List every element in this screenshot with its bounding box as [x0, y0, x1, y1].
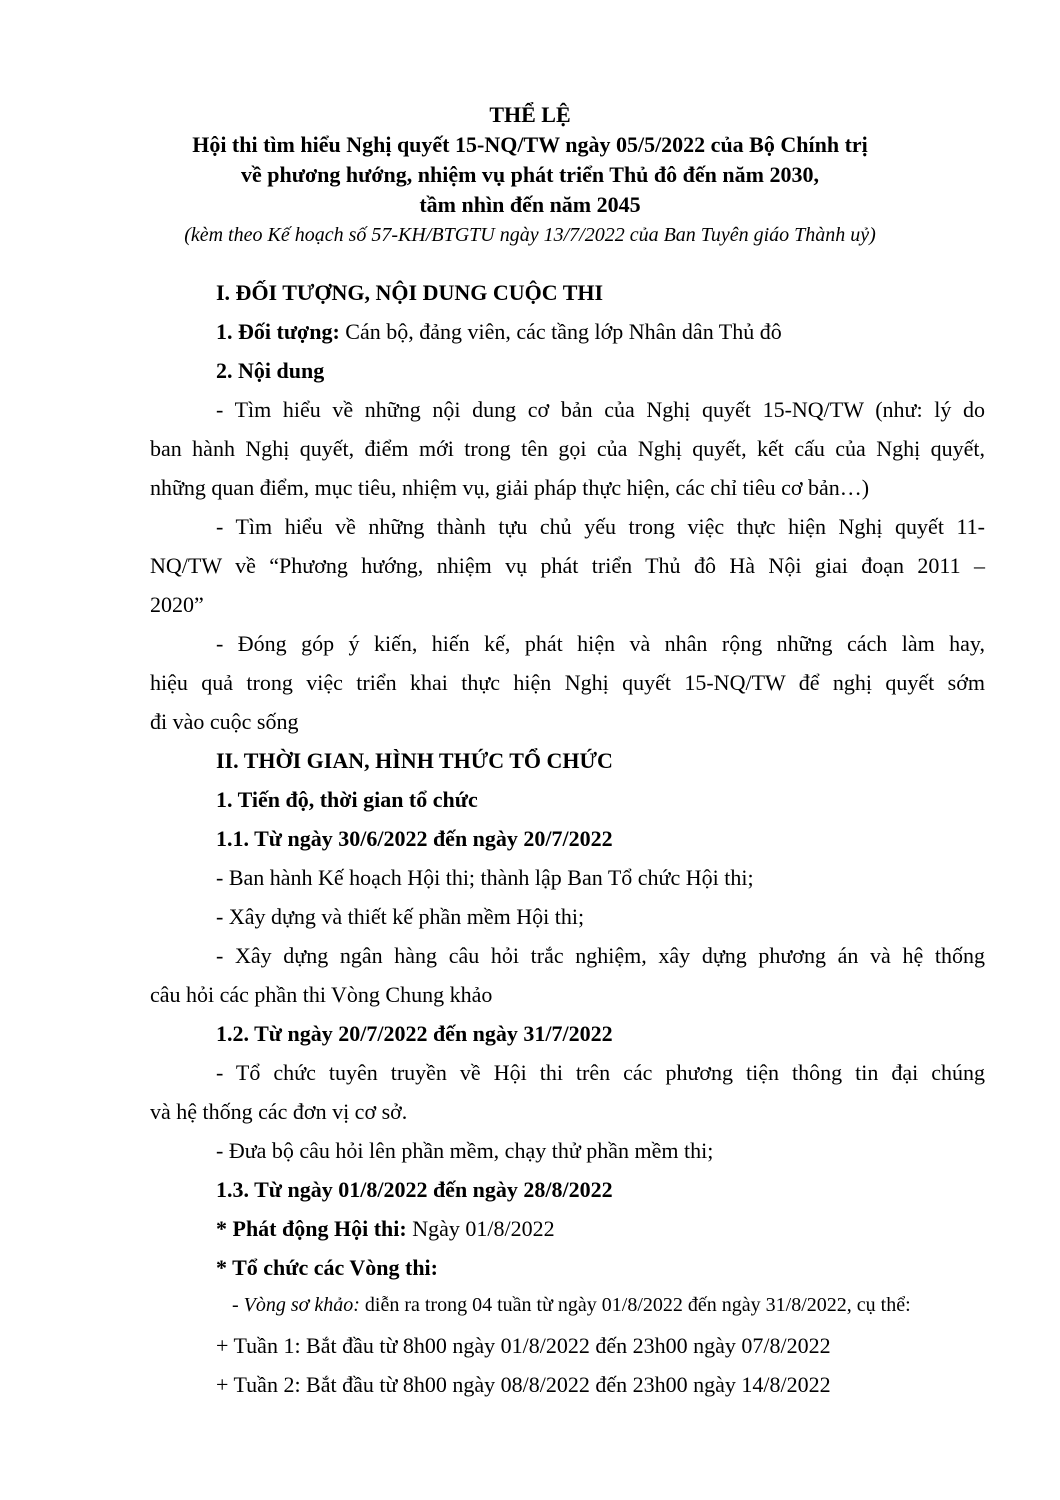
header-line-1: Hội thi tìm hiểu Nghị quyết 15-NQ/TW ngày 05/5/2022 của Bộ Chính trị — [192, 132, 868, 157]
phase-1-1-item-3-line1: - Xây dựng ngân hàng câu hỏi trắc nghiệm, xây dựng phương án và hệ thống — [216, 943, 985, 968]
launch-date: Ngày 01/8/2022 — [406, 1216, 555, 1241]
content-p3-line3: đi vào cuộc sống — [150, 709, 299, 734]
header-line-3: tầm nhìn đến năm 2045 — [419, 192, 641, 217]
content-p3-line1: - Đóng góp ý kiến, hiến kế, phát hiện và nhân rộng những cách làm hay, — [216, 631, 985, 656]
content-p1-line3: những quan điểm, mục tiêu, nhiệm vụ, giải pháp thực hiện, các chỉ tiêu cơ bản…) — [150, 475, 870, 500]
target-paragraph — [216, 319, 985, 345]
content-p2-line3: 2020” — [150, 592, 204, 617]
header-note: (kèm theo Kế hoạch số 57-KH/BTGTU ngày 13/7/2022 của Ban Tuyên giáo Thành uỷ) — [184, 224, 876, 246]
target-label: 1. Đối tượng: — [216, 319, 340, 344]
schedule-heading: 1. Tiến độ, thời gian tổ chức — [216, 787, 478, 812]
content-p1-line1: - Tìm hiểu về những nội dung cơ bản của Nghị quyết 15-NQ/TW (như: lý do — [216, 397, 985, 422]
preliminary-round-text: diễn ra trong 04 tuần từ ngày 01/8/2022 đến ngày 31/8/2022, cụ thể: — [359, 1294, 911, 1316]
rounds-heading: * Tổ chức các Vòng thi: — [216, 1255, 438, 1280]
content-p1-line2: ban hành Nghị quyết, điểm mới trong tên gọi của Nghị quyết, kết cấu của Nghị quyết, — [150, 436, 985, 461]
preliminary-round-line: - Vòng sơ khảo: diễn ra trong 04 tuần từ ngày 01/8/2022 đến ngày 31/8/2022, cụ thể: — [232, 1294, 911, 1316]
section-2-heading: II. THỜI GIAN, HÌNH THỨC TỔ CHỨC — [216, 748, 613, 773]
header-line-2: về phương hướng, nhiệm vụ phát triển Thủ đô đến năm 2030, — [241, 162, 819, 187]
section-1-heading: I. ĐỐI TƯỢNG, NỘI DUNG CUỘC THI — [216, 280, 604, 305]
launch-line — [216, 1216, 985, 1242]
preliminary-round-label: Vòng sơ khảo: — [243, 1294, 360, 1316]
phase-1-2-item-2: - Đưa bộ câu hỏi lên phần mềm, chạy thử phần mềm thi; — [216, 1138, 714, 1163]
phase-1-2-heading: 1.2. Từ ngày 20/7/2022 đến ngày 31/7/2022 — [216, 1021, 613, 1046]
document-header — [0, 100, 1060, 250]
phase-1-3-heading: 1.3. Từ ngày 01/8/2022 đến ngày 28/8/2022 — [216, 1177, 613, 1202]
content-p2-line2: NQ/TW về “Phương hướng, nhiệm vụ phát triển Thủ đô Hà Nội giai đoạn 2011 – — [150, 553, 985, 578]
week-2-line: + Tuần 2: Bắt đầu từ 8h00 ngày 08/8/2022 đến 23h00 ngày 14/8/2022 — [216, 1372, 831, 1397]
phase-1-1-item-3-line2: câu hỏi các phần thi Vòng Chung khảo — [150, 982, 493, 1007]
phase-1-1-item-1: - Ban hành Kế hoạch Hội thi; thành lập Ban Tổ chức Hội thi; — [216, 865, 754, 890]
phase-1-1-heading: 1.1. Từ ngày 30/6/2022 đến ngày 20/7/2022 — [216, 826, 613, 851]
phase-1-2-item-1-line2: và hệ thống các đơn vị cơ sở. — [150, 1099, 408, 1124]
content-heading: 2. Nội dung — [216, 358, 325, 383]
content-p3-line2: hiệu quả trong việc triển khai thực hiện Nghị quyết 15-NQ/TW để nghị quyết sớm — [150, 670, 985, 695]
target-text: Cán bộ, đảng viên, các tầng lớp Nhân dân Thủ đô — [339, 319, 782, 344]
document-title: THỂ LỆ — [489, 102, 571, 127]
phase-1-2-item-1-line1: - Tổ chức tuyên truyền về Hội thi trên các phương tiện thông tin đại chúng — [216, 1060, 985, 1085]
launch-label: * Phát động Hội thi: — [216, 1216, 407, 1241]
phase-1-1-item-2: - Xây dựng và thiết kế phần mềm Hội thi; — [216, 904, 585, 929]
week-1-line: + Tuần 1: Bắt đầu từ 8h00 ngày 01/8/2022 đến 23h00 ngày 07/8/2022 — [216, 1333, 831, 1358]
content-p2-line1: - Tìm hiểu về những thành tựu chủ yếu trong việc thực hiện Nghị quyết 11- — [216, 514, 985, 539]
